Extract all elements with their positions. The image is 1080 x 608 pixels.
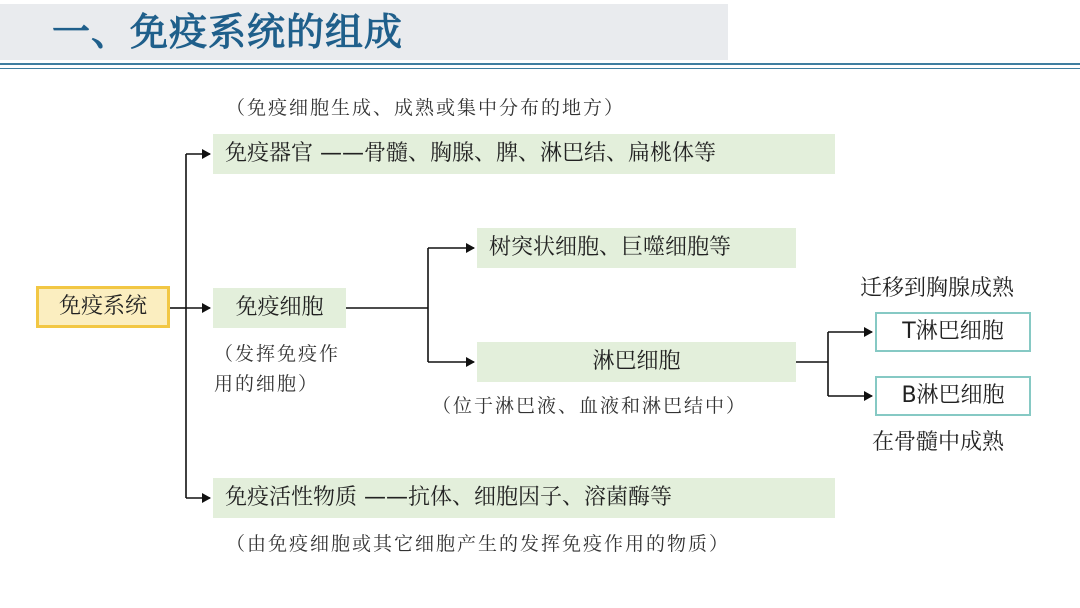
page-title: 一、免疫系统的组成 [52,10,404,54]
b-cell-maturation-label: 在骨髓中成熟 [872,430,1005,455]
b-cell-node: B淋巴细胞 [875,376,1031,416]
t-cell-maturation-label: 迁移到胸腺成熟 [860,276,1015,301]
substances-note: （由免疫细胞或其它细胞产生的发挥免疫作用的物质） [226,533,731,555]
cells-note-line1: （发挥免疫作 [214,343,341,365]
organs-node: 免疫器官 ——骨髓、胸腺、脾、淋巴结、扁桃体等 [213,134,835,174]
t-cell-node: T淋巴细胞 [875,312,1031,352]
lymphocyte-note: （位于淋巴液、血液和淋巴结中） [432,395,748,417]
cells-node: 免疫细胞 [213,288,346,328]
dendritic-node: 树突状细胞、巨噬细胞等 [477,228,796,268]
substances-node: 免疫活性物质 ——抗体、细胞因子、溶菌酶等 [213,478,835,518]
lymphocyte-node: 淋巴细胞 [477,342,796,382]
organs-note: （免疫细胞生成、成熟或集中分布的地方） [226,97,626,119]
cells-note-line2: 用的细胞） [214,373,320,395]
root-node-immune-system: 免疫系统 [36,286,170,328]
